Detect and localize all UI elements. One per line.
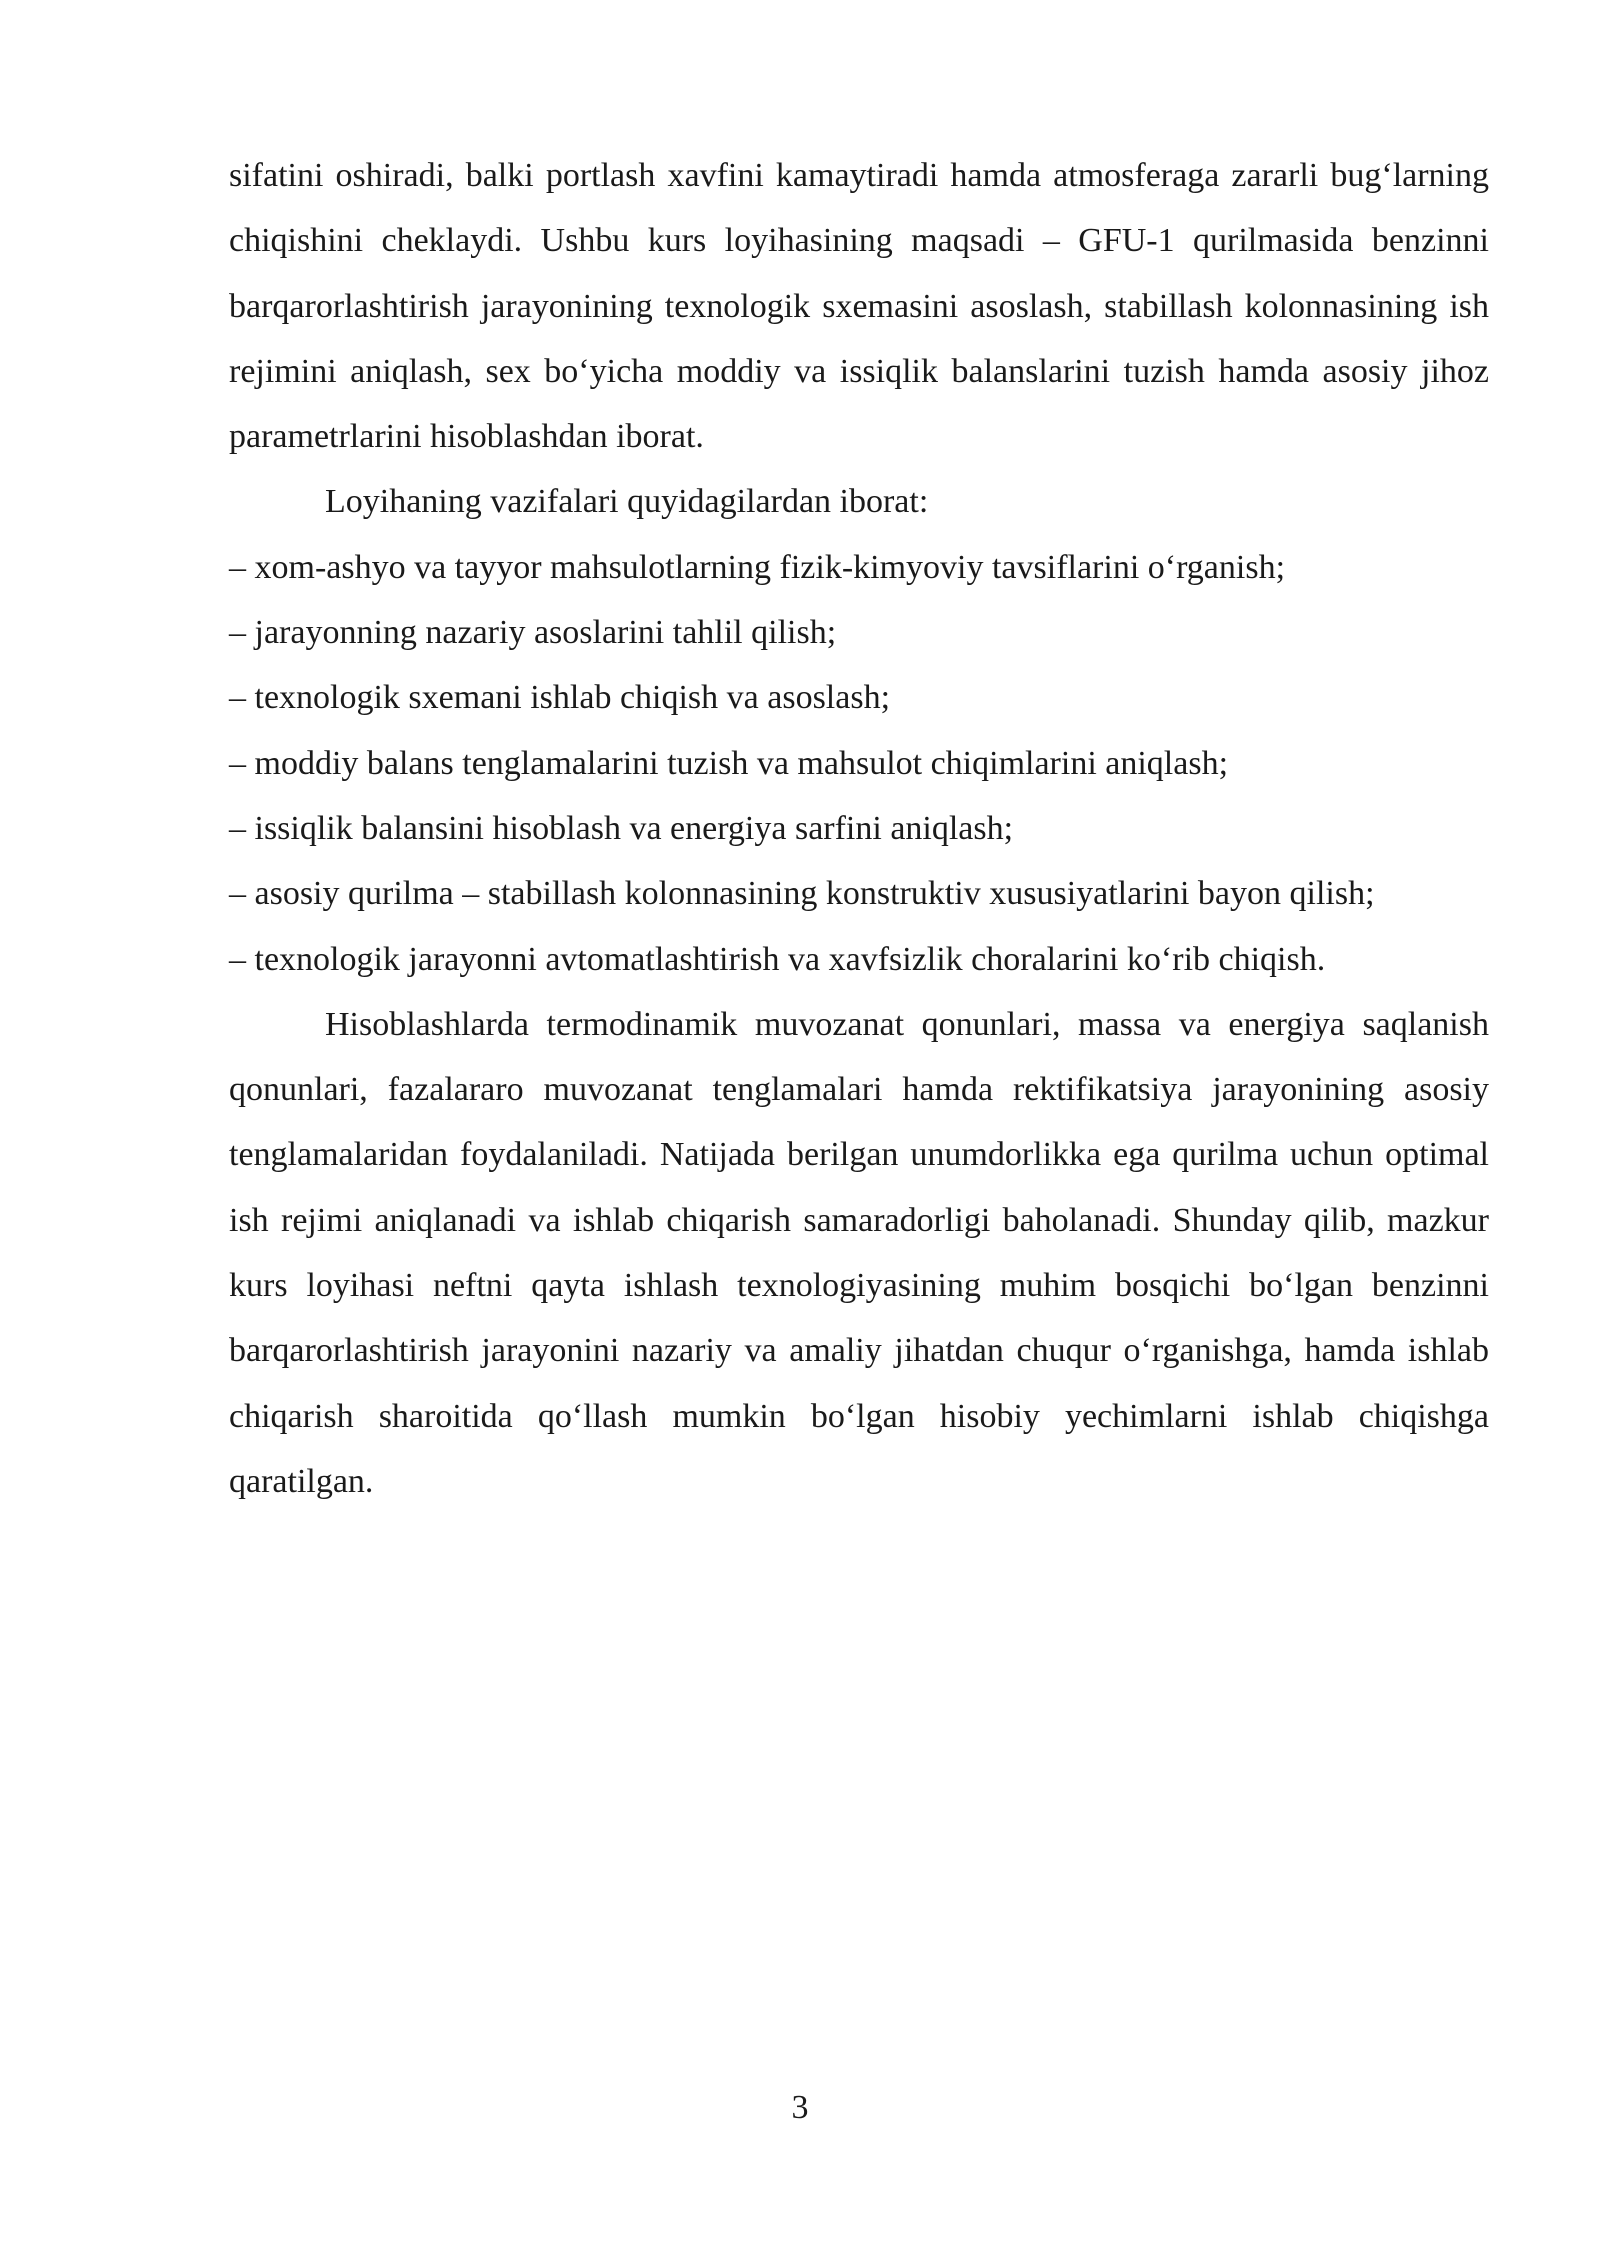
tasks-heading: Loyihaning vazifalari quyidagilardan iborat:: [325, 483, 929, 521]
intro-paragraph: sifatini oshiradi, balki portlash xavfini kamaytiradi hamda atmosferaga zararli bug‘larning chiqishini cheklaydi. Ushbu kurs loyihasining maqsadi – GFU-1 qurilmasida benzinni barqarorlashtirish jarayonining texnologik sxemasini asoslash, stabillash kolonnasining ish rejimini aniqlash, sex bo‘yicha moddiy va issiqlik balanslarini tuzish hamda asosiy jihoz parametrlarini hisoblashdan iborat.: [229, 157, 1489, 456]
task-item: – moddiy balans tenglamalarini tuzish va mahsulot chiqimlarini aniqlash;: [229, 744, 1229, 782]
page-number: 3: [791, 2089, 809, 2126]
task-item: – texnologik sxemani ishlab chiqish va asoslash;: [229, 679, 891, 717]
closing-paragraph: Hisoblashlarda termodinamik muvozanat qonunlari, massa va energiya saqlanish qonunlari, fazalararo muvozanat tenglamalari hamda rektifikatsiya jarayonining asosiy tenglamalaridan foydalaniladi. Natijada berilgan unumdorlikka ega qurilma uchun optimal ish rejimi aniqlanadi va ishlab chiqarish samaradorligi baholanadi. Shunday qilib, mazkur kurs loyihasi neftni qayta ishlash texnologiyasining muhim bosqichi bo‘lgan benzinni barqarorlashtirish jarayonini nazariy va amaliy jihatdan chuqur o‘rganishga, hamda ishlab chiqarish sharoitida qo‘llash mumkin bo‘lgan hisobiy yechimlarni ishlab chiqishga qaratilgan.: [229, 1005, 1489, 1500]
task-item: – asosiy qurilma – stabillash kolonnasining konstruktiv xususiyatlarini bayon qilish;: [229, 875, 1375, 913]
task-list: [229, 535, 1489, 992]
document-body: [229, 143, 1489, 1514]
task-item: – xom-ashyo va tayyor mahsulotlarning fizik-kimyoviy tavsiflarini o‘rganish;: [229, 548, 1286, 586]
task-item: – texnologik jarayonni avtomatlashtirish va xavfsizlik choralarini ko‘rib chiqish.: [229, 940, 1326, 978]
task-item: – issiqlik balansini hisoblash va energiya sarfini aniqlash;: [229, 809, 1014, 847]
task-item: – jarayonning nazariy asoslarini tahlil qilish;: [229, 614, 837, 652]
